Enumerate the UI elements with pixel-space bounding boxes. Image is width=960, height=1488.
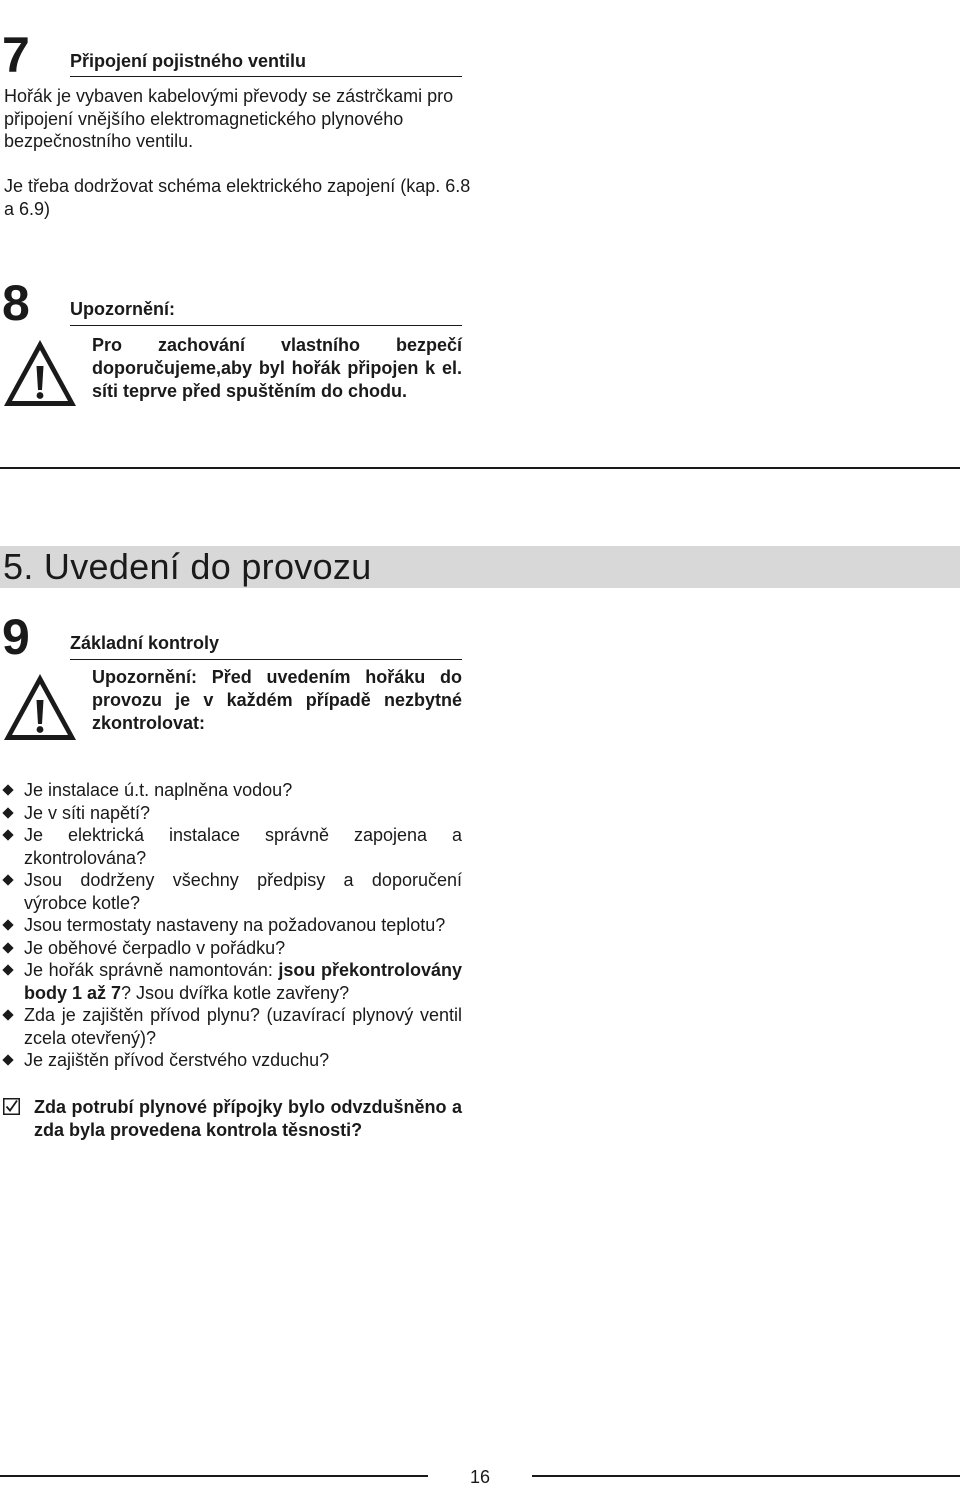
diamond-bullet-icon: [2, 807, 13, 818]
checklist: [4, 779, 462, 1072]
section-7-number: 7: [2, 27, 28, 83]
diamond-bullet-icon: [2, 942, 13, 953]
diamond-bullet-icon: [2, 829, 13, 840]
section-7-paragraph-2: Je třeba dodržovat schéma elektrického zapojení (kap. 6.8 a 6.9): [4, 176, 471, 219]
section-9-rule: [70, 659, 462, 660]
checklist-item: [4, 914, 462, 937]
checklist-item-text-suffix: ? Jsou dvířka kotle zavřeny?: [121, 982, 350, 1003]
checklist-item-text: Je elektrická instalace správně zapojena a zkontrolována?: [24, 825, 462, 868]
checklist-item-emphasis: jsou překontrolovány body 1 až 7: [24, 960, 462, 1003]
final-check-text: Zda potrubí plynové přípojky bylo odvzdušněno a zda byla provedena kontrola těsnosti?: [34, 1097, 462, 1140]
section-8-rule: [70, 325, 462, 326]
page-divider: [0, 467, 960, 469]
diamond-bullet-icon: [2, 874, 13, 885]
checklist-item: [4, 1049, 462, 1072]
warning-triangle-icon: [2, 338, 78, 408]
checklist-item: [4, 802, 462, 825]
section-9-warning: Upozornění: Před uvedením hořáku do provozu je v každém případě nezbytné zkontrolovat:: [92, 667, 462, 733]
section-7-heading: Připojení pojistného ventilu: [70, 51, 307, 71]
diamond-bullet-icon: [2, 1054, 13, 1065]
checklist-item-text: Je instalace ú.t. naplněna vodou?: [24, 780, 293, 800]
diamond-bullet-icon: [2, 964, 13, 975]
section-9-heading: Základní kontroly: [70, 633, 220, 653]
diamond-bullet-icon: [2, 1009, 13, 1020]
section-9-number: 9: [2, 609, 28, 665]
checklist-item: [4, 959, 462, 1004]
section-8-number: 8: [2, 275, 28, 331]
section-7-paragraph-1: Hořák je vybaven kabelovými převody se zástrčkami pro připojení vnějšího elektromagnetického plynového bezpečnostního ventilu.: [4, 86, 454, 151]
section-7-rule: [70, 76, 462, 77]
checklist-item-text: Jsou dodrženy všechny předpisy a doporučení výrobce kotle?: [24, 870, 462, 913]
diamond-bullet-icon: [2, 919, 13, 930]
page-number: 16: [469, 1467, 491, 1487]
checkbox-checked-icon: [3, 1098, 20, 1115]
checklist-item: [4, 869, 462, 914]
checklist-item-text: Je oběhové čerpadlo v pořádku?: [24, 937, 286, 958]
warning-triangle-icon: [2, 672, 78, 742]
footer-rule-right: [532, 1475, 960, 1477]
diamond-bullet-icon: [2, 784, 13, 795]
checklist-item-text: Zda je zajištěn přívod plynu? (uzavírací plynový ventil zcela otevřený)?: [24, 1005, 462, 1048]
checklist-item: [4, 824, 462, 869]
chapter-title: 5. Uvedení do provozu: [3, 546, 372, 587]
checklist-item-text: Je zajištěn přívod čerstvého vzduchu?: [24, 1050, 330, 1070]
checklist-item: [4, 1004, 462, 1049]
checklist-item-text: Je hořák správně namontován:: [24, 960, 279, 980]
checklist-item: [4, 779, 462, 802]
checklist-item-text: Jsou termostaty nastaveny na požadovanou teplotu?: [24, 915, 446, 935]
section-8-warning: Pro zachování vlastního bezpečí doporučujeme,aby byl hořák připojen k el. síti teprve před spuštěním do chodu.: [92, 335, 462, 401]
footer-rule-left: [0, 1475, 428, 1477]
section-8-heading: Upozornění:: [70, 299, 175, 319]
checklist-item: [4, 937, 462, 960]
checklist-item-text: Je v síti napětí?: [24, 802, 151, 823]
